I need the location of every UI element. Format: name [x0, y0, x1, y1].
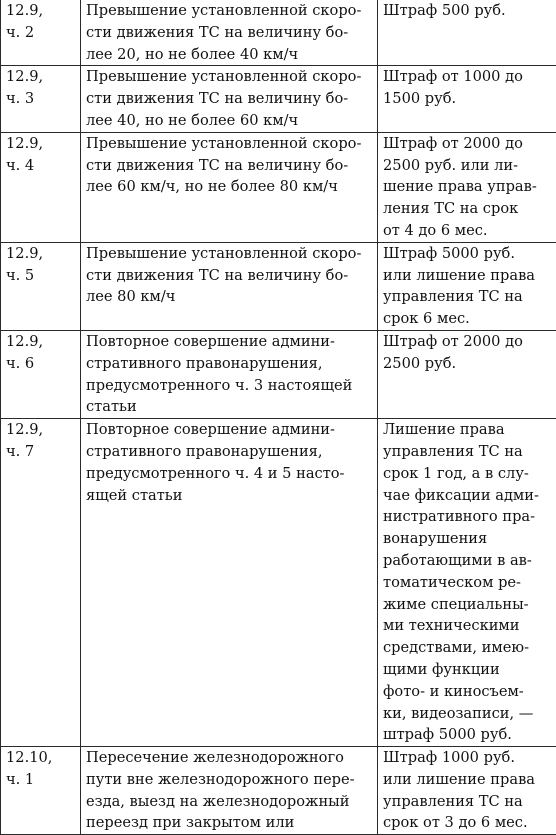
- article-cell: 12.9, ч. 7: [1, 419, 81, 747]
- penalty-cell: Штраф 5000 руб. или лишение права управления ТС на срок 6 мес.: [378, 242, 556, 330]
- table-row: [1, 242, 556, 330]
- offense-cell: Пересечение железнодорожного пути вне железнодорожного пере- езда, выезд на железнодорожный переезд при закрытом или: [81, 747, 378, 835]
- article-cell: 12.9, ч. 4: [1, 132, 81, 242]
- table-row: [1, 132, 556, 242]
- offense-cell: Превышение установленной скоро- сти движения ТС на величину бо- лее 80 км/ч: [81, 242, 378, 330]
- article-cell: 12.10, ч. 1: [1, 747, 81, 835]
- penalty-cell: Штраф от 2000 до 2500 руб. или ли- шение права управ- ления ТС на срок от 4 до 6 мес.: [378, 132, 556, 242]
- article-cell: 12.9, ч. 5: [1, 242, 81, 330]
- penalty-cell: Штраф от 1000 до 1500 руб.: [378, 66, 556, 132]
- article-cell: 12.9, ч. 3: [1, 66, 81, 132]
- offense-cell: Превышение установленной скоро- сти движения ТС на величину бо- лее 60 км/ч, но не более 80 км/ч: [81, 132, 378, 242]
- penalty-cell: Штраф 500 руб.: [378, 0, 556, 66]
- offense-cell: Повторное совершение админи- стративного правонарушения, предусмотренного ч. 3 настоящей статьи: [81, 330, 378, 418]
- penalty-cell: Штраф 1000 руб. или лишение права управления ТС на срок от 3 до 6 мес.: [378, 747, 556, 835]
- offense-cell: Превышение установленной скоро- сти движения ТС на величину бо- лее 40, но не более 60 км/ч: [81, 66, 378, 132]
- article-cell: 12.9, ч. 2: [1, 0, 81, 66]
- table-row: [1, 747, 556, 835]
- penalty-cell: Лишение права управления ТС на срок 1 год, а в слу- чае фиксации адми- нистративного пра- вонарушения работающими в ав- томатическом ре- жиме специальны- ми техническими средствами, имею- щими функции фото- и киносъем- ки, видеозаписи, — штраф 5000 руб.: [378, 419, 556, 747]
- offense-cell: Повторное совершение админи- стративного правонарушения, предусмотренного ч. 4 и 5 насто- ящей статьи: [81, 419, 378, 747]
- table-row: [1, 419, 556, 747]
- table-row: [1, 330, 556, 418]
- table-row: [1, 66, 556, 132]
- article-cell: 12.9, ч. 6: [1, 330, 81, 418]
- offense-cell: Превышение установленной скоро- сти движения ТС на величину бо- лее 20, но не более 40 км/ч: [81, 0, 378, 66]
- table-row: [1, 0, 556, 66]
- penalty-cell: Штраф от 2000 до 2500 руб.: [378, 330, 556, 418]
